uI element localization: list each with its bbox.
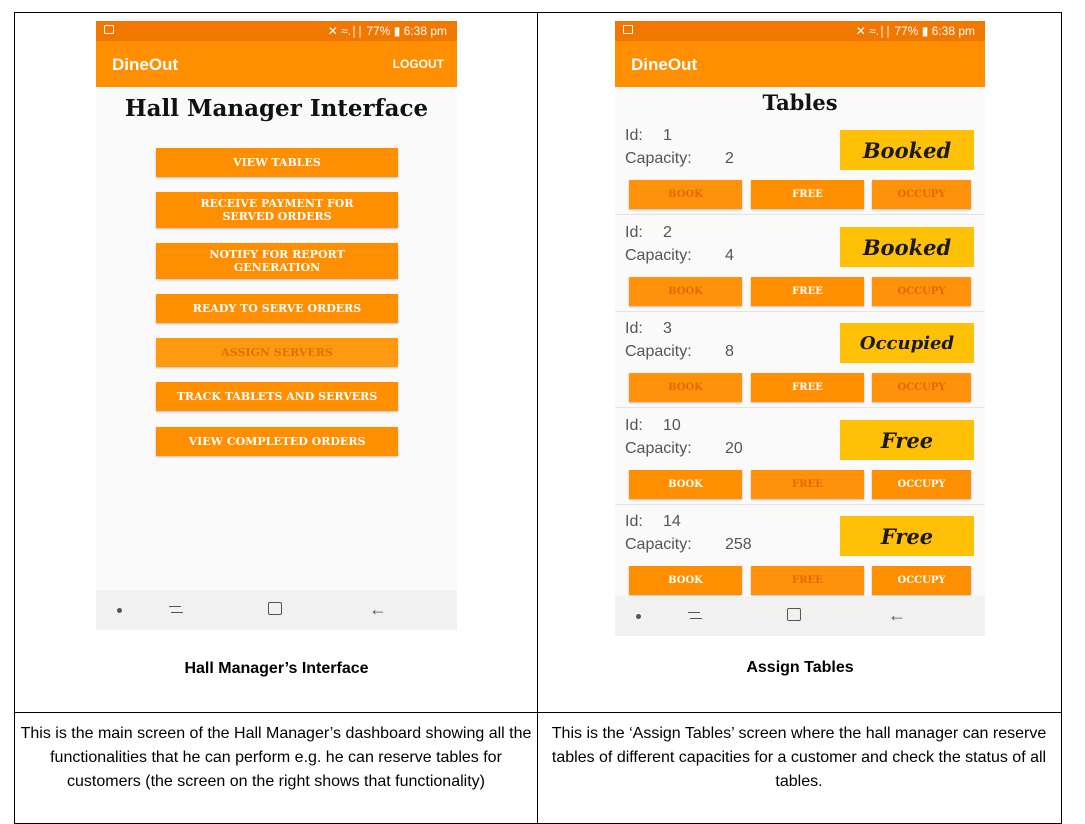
table-capacity-value: 4 (725, 247, 734, 264)
status-readout: ✕ ≈.∣∣ 77% ▮ 6:38 pm (327, 24, 447, 38)
ready-to-serve-button[interactable]: READY TO SERVE ORDERS (156, 294, 398, 323)
table-id-label: Id: (625, 513, 643, 530)
nav-dot-icon (117, 608, 122, 613)
back-arrow-icon[interactable]: ← (888, 605, 906, 625)
book-button[interactable]: BOOK (629, 180, 742, 209)
book-button[interactable]: BOOK (629, 566, 742, 595)
assign-tables-screenshot (615, 21, 985, 636)
table-row (615, 408, 985, 505)
gallery-icon (623, 25, 633, 34)
table-capacity-value: 2 (725, 150, 734, 167)
free-button[interactable]: FREE (751, 373, 864, 402)
table-status-badge: Booked (840, 130, 974, 170)
table-id-value: 14 (663, 513, 681, 530)
book-button[interactable]: BOOK (629, 277, 742, 306)
free-button[interactable]: FREE (751, 470, 864, 499)
back-arrow-icon[interactable]: ← (369, 599, 387, 619)
table-status-badge: Occupied (840, 323, 974, 363)
book-button[interactable]: BOOK (629, 373, 742, 402)
free-button[interactable]: FREE (751, 277, 864, 306)
table-capacity-label: Capacity: (625, 440, 692, 457)
occupy-button[interactable]: OCCUPY (872, 180, 971, 209)
right-description: This is the ‘Assign Tables’ screen where the hall manager can reserve tables of different capacities for a customer and check the status of all tables. (551, 725, 1047, 790)
table-id-value: 10 (663, 417, 681, 434)
table-id-label: Id: (625, 224, 643, 241)
table-id-label: Id: (625, 417, 643, 434)
right-caption: Assign Tables (746, 659, 854, 676)
occupy-button[interactable]: OCCUPY (872, 566, 971, 595)
app-title: DineOut (631, 55, 698, 74)
table-id-label: Id: (625, 320, 643, 337)
table-row (615, 215, 985, 312)
track-tablets-button[interactable]: TRACK TABLETS AND SERVERS (156, 382, 398, 411)
app-bar (96, 41, 457, 87)
table-capacity-value: 258 (725, 536, 752, 553)
table-divider-vertical (537, 12, 538, 824)
table-id-value: 1 (663, 127, 672, 144)
table-status-badge: Free (840, 420, 974, 460)
table-capacity-value: 8 (725, 343, 734, 360)
status-bar (96, 21, 457, 41)
occupy-button[interactable]: OCCUPY (872, 277, 971, 306)
occupy-button[interactable]: OCCUPY (872, 373, 971, 402)
table-divider-horizontal (14, 712, 1062, 713)
receive-payment-button[interactable]: RECEIVE PAYMENT FOR SERVED ORDERS (156, 192, 398, 228)
occupy-button[interactable]: OCCUPY (872, 470, 971, 499)
table-capacity-label: Capacity: (625, 247, 692, 264)
home-icon[interactable] (787, 608, 801, 621)
table-capacity-value: 20 (725, 440, 743, 457)
notify-report-button[interactable]: NOTIFY FOR REPORT GENERATION (156, 243, 398, 279)
left-description: This is the main screen of the Hall Manager’s dashboard showing all the functionalities that he can perform e.g. he can reserve tables for customers (the screen on the right shows that functionality) (20, 725, 532, 790)
view-completed-orders-button[interactable]: VIEW COMPLETED ORDERS (156, 427, 398, 456)
page-title: Tables (762, 90, 838, 115)
page-title: Hall Manager Interface (124, 95, 429, 122)
status-bar (615, 21, 985, 41)
system-nav-bar (615, 596, 985, 636)
app-title: DineOut (112, 55, 179, 74)
table-row (615, 504, 985, 600)
status-readout: ✕ ≈.∣∣ 77% ▮ 6:38 pm (855, 24, 975, 38)
table-row (615, 118, 985, 215)
hall-manager-screenshot (96, 21, 457, 630)
free-button[interactable]: FREE (751, 180, 864, 209)
table-id-label: Id: (625, 127, 643, 144)
table-status-badge: Free (840, 516, 974, 556)
app-bar (615, 41, 985, 87)
left-caption: Hall Manager’s Interface (184, 660, 369, 677)
table-capacity-label: Capacity: (625, 343, 692, 360)
gallery-icon (104, 25, 114, 34)
recent-apps-icon[interactable] (169, 603, 183, 615)
free-button[interactable]: FREE (751, 566, 864, 595)
book-button[interactable]: BOOK (629, 470, 742, 499)
assign-servers-button[interactable]: ASSIGN SERVERS (156, 338, 398, 367)
home-icon[interactable] (268, 602, 282, 615)
table-capacity-label: Capacity: (625, 150, 692, 167)
view-tables-button[interactable]: VIEW TABLES (156, 148, 398, 177)
nav-dot-icon (636, 614, 641, 619)
table-id-value: 2 (663, 224, 672, 241)
system-nav-bar (96, 590, 457, 630)
table-status-badge: Booked (840, 227, 974, 267)
table-row (615, 311, 985, 408)
table-capacity-label: Capacity: (625, 536, 692, 553)
table-id-value: 3 (663, 320, 672, 337)
recent-apps-icon[interactable] (688, 609, 702, 621)
logout-button[interactable]: LOGOUT (392, 57, 444, 71)
